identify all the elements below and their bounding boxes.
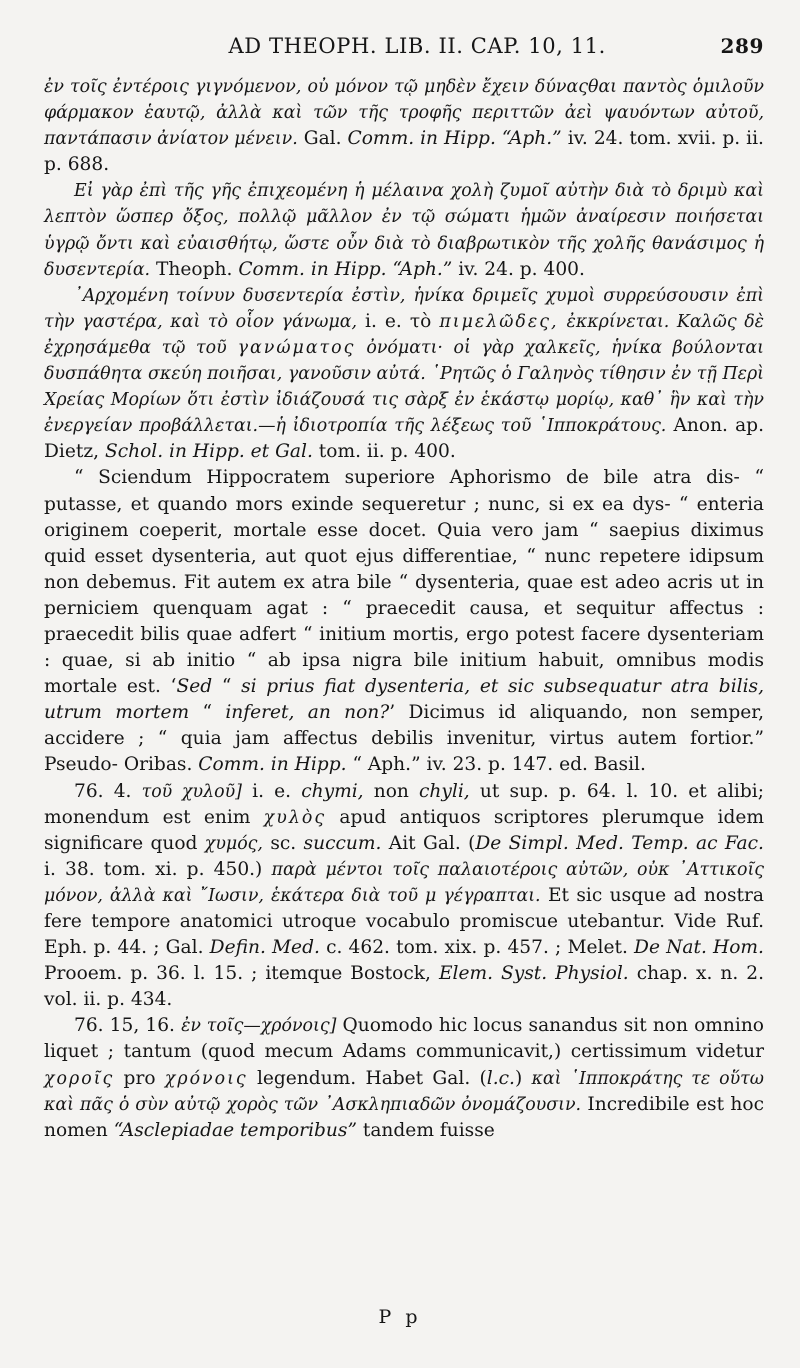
- running-title: AD THEOPH. LIB. II. CAP. 10, 11.: [228, 34, 606, 58]
- latin-italic: De Nat. Hom.: [634, 937, 764, 959]
- latin-italic: chymi,: [301, 780, 364, 802]
- latin-text: Et sic usque ad nostra fere tempore anatomici utroque vocabulo promiscue utebantur. Vide Ruf. Eph. p. 44. ; Gal.: [44, 884, 764, 959]
- quote-line: “ enteria originem coeperit, mortale esse docet. Quia vero jam: [44, 493, 764, 541]
- latin-text: tandem fuisse: [362, 1119, 495, 1141]
- greek-spaced: χοροῖς: [44, 1068, 115, 1089]
- quote-line: “ initium mortis, ergo potest facere dysenteriam : quae, si ab initio: [44, 623, 764, 672]
- latin-italic: l.c.: [486, 1067, 515, 1089]
- latin-text: legendum. Habet Gal. (: [256, 1067, 487, 1089]
- citation-author: Theoph.: [156, 258, 233, 280]
- quote-italic: Sed: [176, 676, 213, 698]
- citation-location: iv. 24. p. 400.: [458, 258, 585, 280]
- latin-text: Prooem. p. 36. l. 15. ; itemque Bostock,: [44, 963, 431, 985]
- greek-text: ἐν τοῖς ἐντέροις γιγνόμενον, οὐ μόνον τῷ μηδὲν ἔχειν δύναςθαι παντὸς ὁμιλοῦν φάρμακον ἑαυτῷ, ἀλλὰ καὶ τῶν τῆς τροφῆς περιττῶν ἀεὶ ψαυόντων αὐτοῦ, παντάπασιν ἀνίατον μένειν.: [44, 77, 764, 150]
- quote-italic: inferet, an non?: [225, 702, 390, 724]
- greek-text: χυμός,: [204, 833, 263, 854]
- quote-line: “ praecedit causa, et sequitur affectus : praecedit bilis quae adfert: [44, 597, 764, 645]
- latin-italic: Elem. Syst. Physiol.: [438, 963, 629, 985]
- latin-text: c. 462. tom. xix. p. 457. ; Melet.: [326, 937, 628, 959]
- paragraph-1: [44, 74, 764, 178]
- greek-text: ἐκκρίνεται. Καλῶς δὲ ἐχρησάμεθα τῷ τοῦ: [44, 311, 765, 358]
- citation-section: “ Aph.”: [352, 754, 421, 776]
- quote-line: “ saepius diximus quid esset dysenteria, aut quot ejus differentiae,: [44, 519, 764, 567]
- citation-work: Comm. in Hipp.: [238, 258, 387, 280]
- citation-author: Anon. ap. Dietz,: [44, 415, 764, 463]
- quote-line: “ quia jam affectus debilis invenitur, virtus autem fortior.” Pseudo-: [44, 728, 764, 776]
- latin-text: apud antiquos scriptores plerumque idem significare quod: [44, 806, 765, 854]
- paragraph-3: [44, 283, 764, 466]
- greek-text: ὀνόματι· οἱ γὰρ χαλκεῖς, ἡνίκα βούλονται δυσπάθητα σκεύη ποιῆσαι, γανοῦσιν αὐτά. ῾Ρητῶς ὁ Γαληνὸς τίθησιν ἐν τῇ Περὶ Χρείας Μορίων ὅτι ἐστὶν ἰδιάζουσά τις σὰρξ ἐν ἑκάστῳ μορίῳ, καθ᾿ ἣν καὶ τὴν ἐνεργείαν προβάλλεται.—ἡ ἰδιοτροπία τῆς λέξεως τοῦ ῾Ιπποκράτους.: [44, 337, 764, 437]
- signature-mark: P p: [378, 1306, 422, 1328]
- note-76-15: [44, 1013, 764, 1143]
- latin-text: Incredibile est hoc nomen: [44, 1093, 764, 1141]
- quote-line: “ putasse, et quando mors exinde sequeretur ; nunc, si ex ea dys-: [44, 467, 764, 515]
- latin-text: non: [373, 780, 409, 802]
- latin-text: sc.: [270, 832, 297, 854]
- page-number: 289: [720, 34, 764, 58]
- citation-author: Gal.: [303, 128, 342, 150]
- latin-italic: De Simpl. Med. Temp. ac Fac.: [475, 832, 764, 854]
- note-76-4: [44, 779, 764, 1014]
- latin-text: Ait Gal. (: [388, 832, 476, 854]
- latin-text: ut sup. p. 64. l. 10. et alibi; monendum est enim: [44, 780, 764, 828]
- latin-text: chap. x. n. 2. vol. ii. p. 434.: [44, 963, 764, 1011]
- quote-line: “ Sciendum Hippocratem superiore Aphorismo de bile atra dis-: [74, 467, 740, 489]
- latin-text: pro: [123, 1067, 156, 1089]
- citation-author: Oribas.: [123, 754, 193, 776]
- greek-text: ᾿Αρχομένη τοίνυν δυσεντερία ἐστὶν, ἡνίκα δριμεῖς χυμοὶ συρρεύσουσιν ἐπὶ τὴν γαστέρα, καὶ τὸ οἷον γάνωμα,: [44, 285, 764, 332]
- paragraph-2: [44, 178, 764, 282]
- running-header: [44, 34, 764, 74]
- paragraph-4: “ Sciendum Hippocratem superiore Aphorismo de bile atra dis- “ putasse, et quando mors exinde sequeretur ; nunc, si ex ea dys- “ enteria originem coeperit, mortale esse docet. Quia vero jam “ saepius diximus quid esset dysenteria, aut quot ejus differentiae, “ nunc repetere idipsum non debemus. Fit autem ex atra bile “ dysenteria, quae est adeo acris ut in perniciem quenquam agat : “ praecedit causa, et sequitur affectus : praecedit bilis quae adfert “ initium mortis, ergo potest facere dysenteriam : quae, si ab initio “ ab ipsa nigra bile initium habuit, omnibus modis mortale est. ‘Sed “ si prius fiat dysenteria, et sic subsequatur atra bilis, utrum mortem “ inferet, an non?’ Dicimus id aliquando, non semper, accidere ; “ quia jam affectus debilis invenitur, virtus autem fortior.” Pseudo- Oribas. Comm. in Hipp. “ Aph.” iv. 23. p. 147. ed. Basil.: [44, 467, 765, 776]
- latin-text: i. 38. tom. xi. p. 450.): [44, 858, 263, 880]
- greek-spaced: χυλὸς: [263, 807, 327, 828]
- quote-line: ’ Dicimus id aliquando, non semper, accidere ;: [44, 702, 765, 750]
- citation-section: “Aph.”: [501, 128, 562, 150]
- citation-work: Comm. in Hipp.: [347, 128, 496, 150]
- quote-line: “ ab ipsa nigra bile initium habuit, omnibus modis mortale est. ‘: [44, 650, 764, 698]
- latin-text: i. e.: [252, 780, 292, 802]
- page-body: [44, 74, 764, 1144]
- citation-section: “Aph.”: [392, 258, 453, 280]
- latin-italic: Defin. Med.: [209, 937, 320, 959]
- quote-line: “ nunc repetere idipsum non debemus. Fit autem ex atra bile: [44, 545, 764, 593]
- latin-italic: chyli,: [419, 780, 470, 802]
- note-lemma: τοῦ χυλοῦ]: [141, 781, 242, 802]
- latin-text: i. e. τὸ: [365, 310, 432, 332]
- citation-location: iv. 23. p. 147. ed. Basil.: [426, 754, 646, 776]
- greek-text: παρὰ μέντοι τοῖς παλαιοτέροις αὐτῶν, οὐκ ᾿Αττικοῖς μόνον, ἀλλὰ καὶ ῎Ιωσιν, ἑκάτερα διὰ τοῦ μ γέγραπται.: [44, 859, 765, 906]
- citation-work: Schol. in Hipp. et Gal.: [104, 441, 313, 463]
- latin-italic: succum.: [303, 832, 382, 854]
- note-ref: 76. 15, 16.: [74, 1015, 175, 1037]
- note-ref: 76. 4.: [74, 780, 132, 802]
- quote-line: “ dysenteria, quae est adeo acris ut in perniciem quenquam agat :: [44, 571, 764, 619]
- quote-italic: si prius fiat dysenteria, et sic subsequatur atra bilis, utrum mortem: [44, 676, 765, 724]
- greek-text: καὶ ῾Ιπποκράτης τε οὕτω καὶ πᾶς ὁ σὺν αὐτῷ χορὸς τῶν ᾿Ασκληπιαδῶν ὀνομάζουσιν.: [44, 1068, 764, 1115]
- greek-spaced: χρόνοις: [164, 1068, 248, 1089]
- greek-spaced: πιμελῶδες,: [439, 311, 559, 332]
- latin-text: Quomodo hic locus sanandus sit non omnino liquet ; tantum (quod mecum Adams communicavit,) certissimum videtur: [44, 1015, 764, 1063]
- greek-text: Εἰ γὰρ ἐπὶ τῆς γῆς ἐπιχεομένη ἡ μέλαινα χολὴ ζυμοῖ αὐτὴν διὰ τὸ δριμὺ καὶ λεπτὸν ὥσπερ ὄξος, πολλῷ μᾶλλον ἐν τῷ σώματι ἡμῶν ἀναίρεσιν ποιήσεται ὑγρῷ ὄντι καὶ εὐαισθήτῳ, ὥστε οὖν διὰ τὸ διαβρωτικὸν τῆς χολῆς θανάσιμος ἡ δυσεντερία.: [44, 181, 764, 280]
- citation-location: iv. 24. tom. xvii. p. ii. p. 688.: [44, 128, 764, 176]
- latin-italic: “Asclepiadae temporibus”: [113, 1119, 357, 1141]
- note-lemma: ἐν τοῖς—χρόνοις]: [181, 1016, 337, 1037]
- greek-spaced: γανώματος: [237, 337, 356, 358]
- latin-text: ): [514, 1067, 523, 1089]
- citation-work: Comm. in Hipp.: [198, 754, 347, 776]
- citation-location: tom. ii. p. 400.: [318, 441, 456, 463]
